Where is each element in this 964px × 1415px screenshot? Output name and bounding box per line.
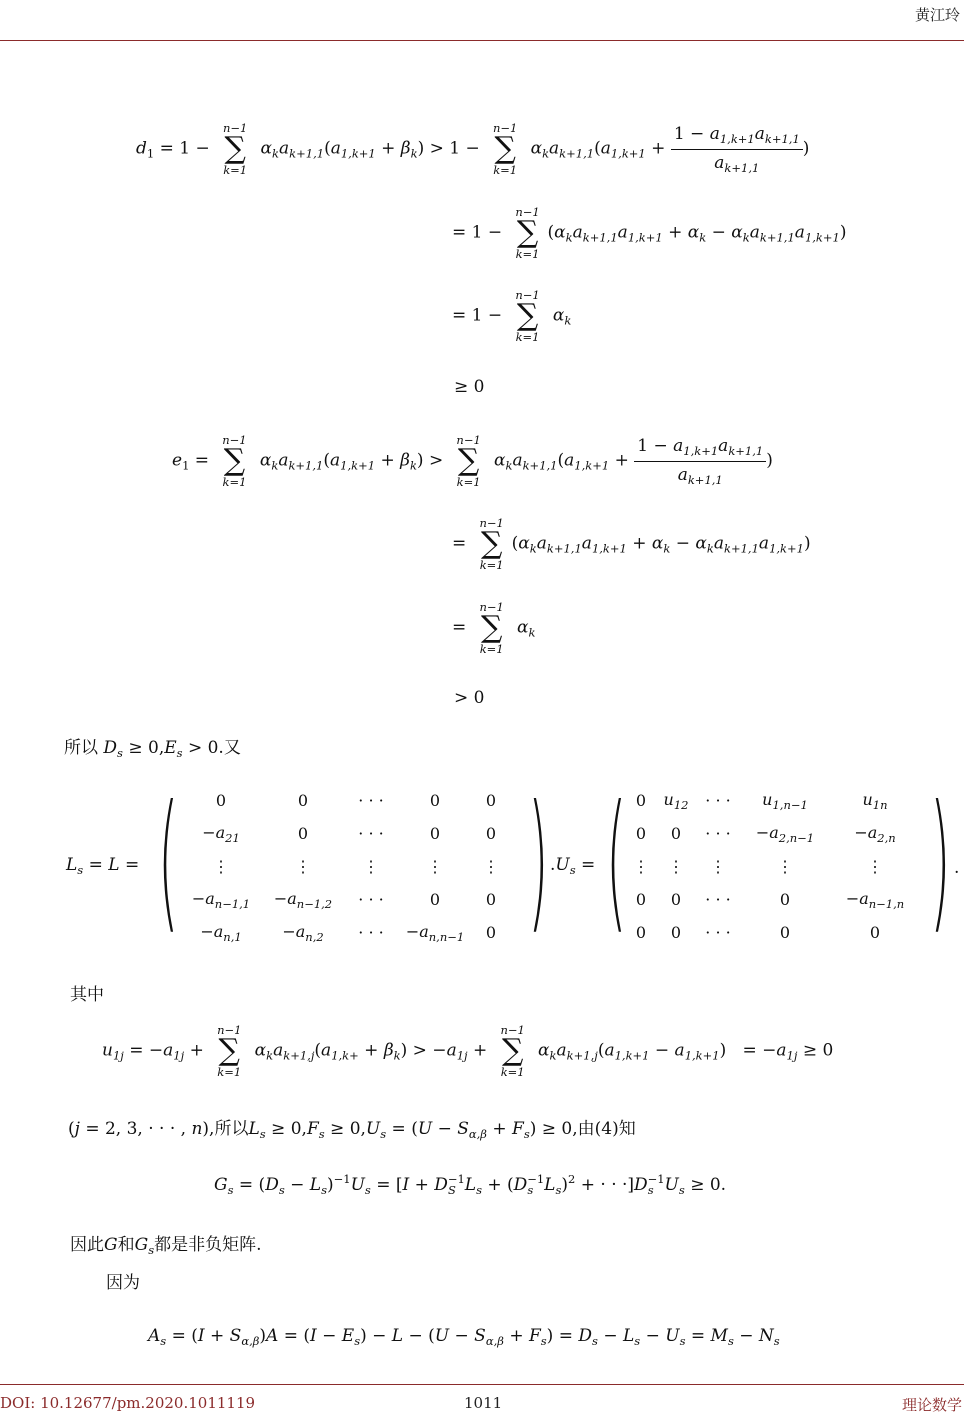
- matrix-U-left-paren: (: [606, 774, 627, 948]
- footer-doi[interactable]: DOI: 10.12677/pm.2020.1011119: [0, 1394, 256, 1412]
- eq-u1j: $u_{1j} = -a_{1j}$ + n−1 ∑ k=1 $\alpha_ka_{k+1,j}(a_{1,k+} + \beta_k) > -a_{1j}$ + n−1 ∑ k=1 $\alpha_ka_{k+1,j}(a_{1,k+1} - a_{1,k+1})$ = $-a_{1j} \ge 0$: [102, 1023, 834, 1079]
- text-conclusion: 因此G和$G_s$都是非负矩阵.: [70, 1235, 262, 1257]
- matrix-L-right-paren: ): [528, 774, 549, 948]
- text-so-line: 所以 $D_s \ge 0,E_s > 0$.又: [64, 738, 241, 760]
- eq-d1-line4: ≥ 0: [454, 377, 485, 397]
- text-condition-line: (j = 2, 3, · · · , n),所以$L_s \ge 0,F_s \ge 0,U_s = (U - S_{\alpha,\beta} + F_s) \ge 0$,由(4)知: [68, 1119, 636, 1141]
- header-rule: [0, 40, 964, 41]
- matrix-U: 0 $u_{12}$ · · · $u_{1,n-1}$ $u_{1n}$ 0 0 · · · $-a_{2,n-1}$ $-a_{2,n}$ ⋮ ⋮ ⋮ ⋮ ⋮ 0 0 · · · 0 $-a_{n-1,n}$ 0 0 · · · 0 0: [633, 789, 905, 942]
- text-yinwei: 因为: [106, 1273, 140, 1293]
- footer-rule: [0, 1384, 964, 1385]
- eq-d1-line1: $d_1 = 1$ − n−1 ∑ k=1 $\alpha_ka_{k+1,1}(a_{1,k+1} + \beta_k) > 1$ − n−1 ∑ k=1 $\alpha_ka_{k+1,1}(a_{1,k+1}$ + $\frac{1 - a_{1,k+1}a_{k+1,1}}{a_{k+1,1}}$ ): [136, 121, 810, 177]
- matrix-L: 0 0 · · · 0 0 $-a_{21}$ 0 · · · 0 0 ⋮ ⋮ ⋮ ⋮ ⋮ $-a_{n-1,1}$ $-a_{n-1,2}$ · · · 0 0 $-a_{n,1}$ $-a_{n,2}$ · · · $-a_{n,n-1}$ 0: [191, 791, 499, 944]
- matrix-L-left-paren: (: [158, 774, 179, 948]
- eq-Gs: $G_s = (D_s - L_s)^{-1}U_s = [I + D_S^{-1}L_s + (D_s^{-1}L_s)^2$ + · · $\cdot]D_s^{-1}U_s \ge 0$.: [214, 1172, 727, 1197]
- text-qizhong: 其中: [70, 985, 104, 1005]
- eq-Us-label: $.U_s$ =: [550, 855, 596, 877]
- eq-d1-line2: = 1 − n−1 ∑ k=1 $(\alpha_ka_{k+1,1}a_{1,k+1} + \alpha_k - \alpha_ka_{k+1,1}a_{1,k+1})$: [452, 205, 847, 261]
- running-author: 黄江玲: [914, 6, 960, 24]
- footer-journal: 理论数学: [901, 1396, 962, 1414]
- matrix-U-right-paren: ): [930, 774, 951, 948]
- eq-e1-line2: = n−1 ∑ k=1 $(\alpha_ka_{k+1,1}a_{1,k+1} + \alpha_k - \alpha_ka_{k+1,1}a_{1,k+1})$: [452, 516, 811, 572]
- eq-e1-line1: $e_1$ = n−1 ∑ k=1 $\alpha_ka_{k+1,1}(a_{1,k+1} + \beta_k)$ > n−1 ∑ k=1 $\alpha_ka_{k+1,1}(a_{1,k+1}$ + $\frac{1 - a_{1,k+1}a_{k+1,1}}{a_{k+1,1}}$ ): [172, 433, 773, 489]
- footer-page-number: 1011: [464, 1394, 503, 1412]
- matrix-period: .: [954, 858, 960, 878]
- eq-e1-line4: > 0: [454, 688, 485, 708]
- eq-Ls-label: $L_s = L$ =: [66, 855, 140, 877]
- eq-As: $A_s = (I + S_{\alpha,\beta})A = (I - E_s) - L - (U - S_{\alpha,\beta} + F_s) = D_s - L_s - U_s = M_s - N_s$: [148, 1326, 780, 1348]
- eq-e1-line3: = n−1 ∑ k=1 $\alpha_k$: [452, 600, 536, 656]
- eq-d1-line3: = 1 − n−1 ∑ k=1 $\alpha_k$: [452, 288, 572, 344]
- sum-symbol: n−1 ∑ k=1: [222, 121, 248, 177]
